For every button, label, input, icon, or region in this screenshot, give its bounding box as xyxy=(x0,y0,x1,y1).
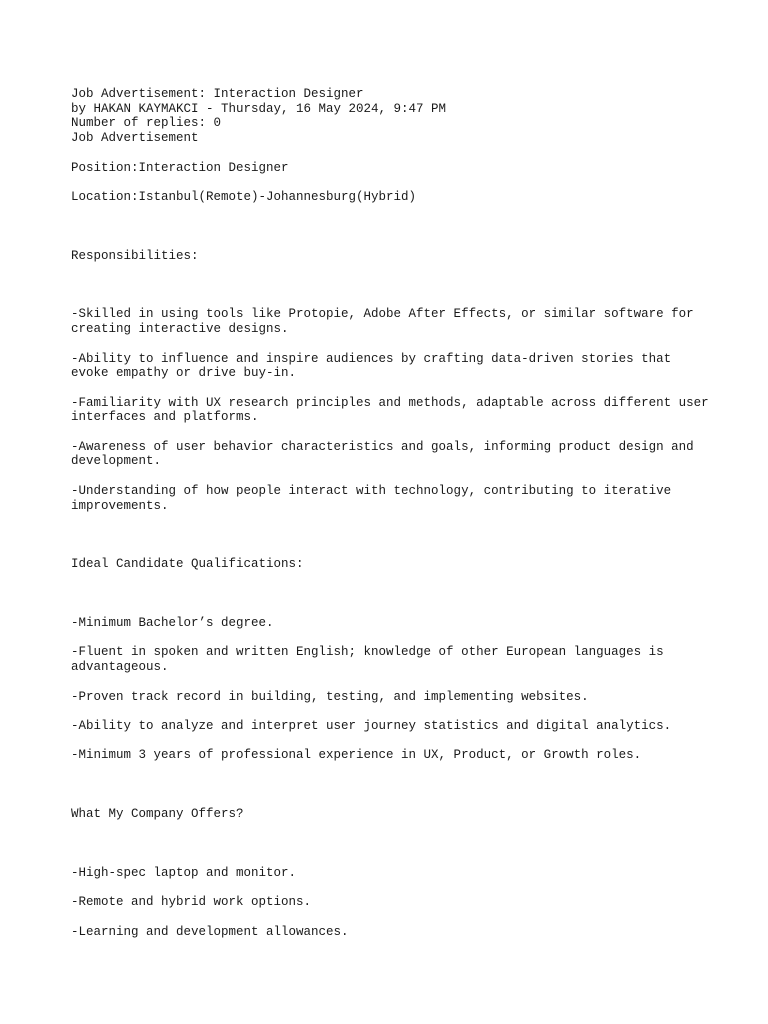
list-item: -Fluent in spoken and written English; knowledge of other European languages is advantageous. xyxy=(71,645,672,675)
list-item: -Awareness of user behavior characteristics and goals, informing product design and development. xyxy=(71,439,702,469)
post-title: Job Advertisement: Interaction Designer xyxy=(71,87,364,101)
responsibilities-heading: Responsibilities: xyxy=(71,248,199,263)
location-line: Location:Istanbul(Remote)-Johannesburg(Hybrid) xyxy=(71,189,417,204)
section-spacer xyxy=(71,219,711,248)
post-subtitle: Job Advertisement xyxy=(71,131,199,146)
position-line: Position:Interaction Designer xyxy=(71,160,289,175)
list-item: -Learning and development allowances. xyxy=(71,924,349,939)
list-item: -Minimum 3 years of professional experience in UX, Product, or Growth roles. xyxy=(71,748,642,763)
job-post xyxy=(71,87,717,954)
section-spacer xyxy=(71,837,711,866)
list-item: -Ability to analyze and interpret user journey statistics and digital analytics. xyxy=(71,718,672,733)
list-item: -Ability to influence and inspire audiences by crafting data-driven stories that evoke empathy or drive buy-in. xyxy=(71,351,679,381)
list-item: -Proven track record in building, testing, and implementing websites. xyxy=(71,689,589,704)
section-spacer xyxy=(71,528,711,557)
reply-count: Number of replies: 0 xyxy=(71,116,222,131)
list-item: -Familiarity with UX research principles and methods, adaptable across different user interfaces and platforms. xyxy=(71,395,717,425)
list-item: -Skilled in using tools like Protopie, Adobe After Effects, or similar software for creating interactive designs. xyxy=(71,307,702,337)
list-item: -High-spec laptop and monitor. xyxy=(71,865,297,880)
list-item: -Minimum Bachelor’s degree. xyxy=(71,616,274,631)
list-item: -Understanding of how people interact with technology, contributing to iterative improvements. xyxy=(71,483,679,513)
section-spacer xyxy=(71,778,711,807)
qualifications-heading: Ideal Candidate Qualifications: xyxy=(71,557,304,572)
list-item: -Remote and hybrid work options. xyxy=(71,895,312,910)
section-spacer xyxy=(71,278,711,307)
post-byline: by HAKAN KAYMAKCI - Thursday, 16 May 2024, 9:47 PM xyxy=(71,101,447,116)
offers-heading: What My Company Offers? xyxy=(71,807,244,822)
section-spacer xyxy=(71,587,711,616)
